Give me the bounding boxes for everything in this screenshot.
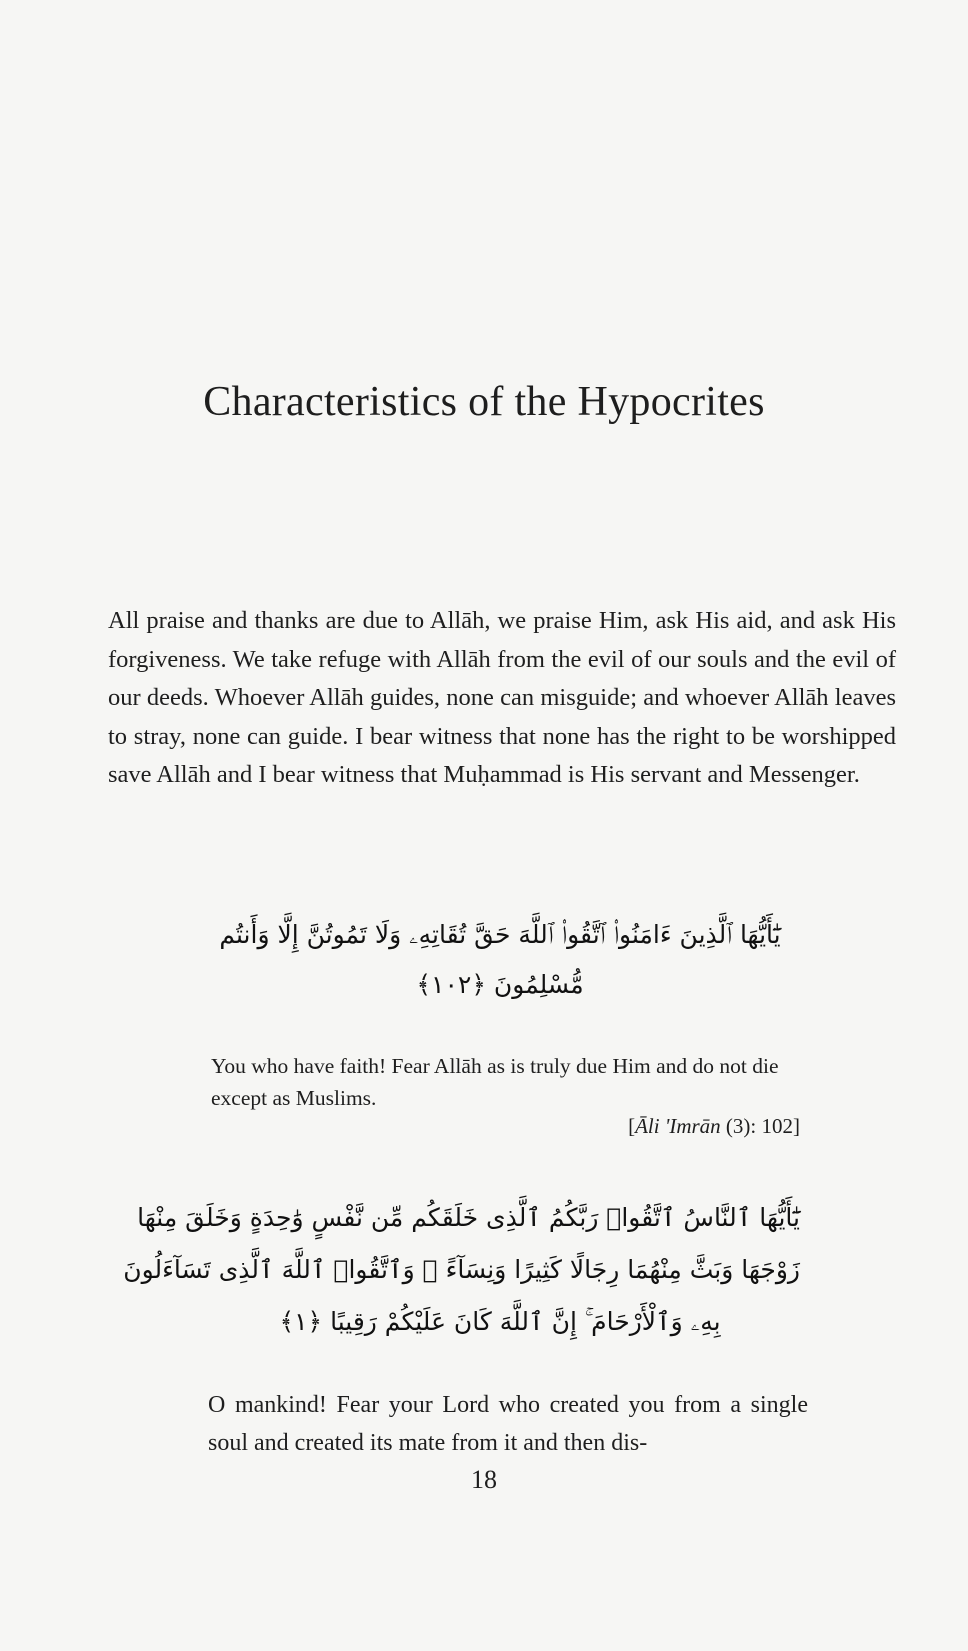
page-number: 18 [471, 1465, 497, 1494]
verse-2-translation: O mankind! Fear your Lord who created you from a single soul and created its mate from it and then dis- [208, 1392, 808, 1456]
chapter-title: Characteristics of the Hypocrites [203, 379, 765, 425]
verse-1-translation: You who have faith! Fear Allāh as is truly due Him and do not die except as Muslims. [211, 1054, 779, 1110]
citation-ref: (3): 102 [725, 1114, 793, 1138]
arabic-line: بِهِۦ وَٱلْأَرْحَامَ ۚ إِنَّ ٱللَّهَ كَانَ عَلَيْكُمْ رَقِيبًا ﴿١﴾ [279, 1307, 721, 1336]
arabic-line: مُّسْلِمُونَ ﴿١٠٢﴾ [416, 970, 584, 999]
citation-surah: Āli 'Imrān [635, 1114, 721, 1138]
arabic-line: يَٰٓأَيُّهَا ٱلَّذِينَ ءَامَنُوا۟ ٱتَّقُوا۟ ٱللَّهَ حَقَّ تُقَاتِهِۦ وَلَا تَمُوتُنَّ إِلَّا وَأَنتُم [219, 920, 781, 949]
verse-1-citation: [Āli 'Imrān (3): 102] [628, 1114, 800, 1138]
arabic-line: زَوْجَهَا وَبَثَّ مِنْهُمَا رِجَالًا كَثِيرًا وَنِسَآءً ۚ وَٱتَّقُوا۟ ٱللَّهَ ٱلَّذِى تَسَآءَلُونَ [123, 1255, 800, 1284]
arabic-verse-1 [200, 910, 800, 1010]
intro-paragraph: All praise and thanks are due to Allāh, we praise Him, ask His aid, and ask His forgiveness. We take refuge with Allāh from the evil of our souls and the evil of our deeds. Whoever Allāh guides, none can misguide; and whoever Allāh leaves to stray, none can guide. I bear witness that none has the right to be worshipped save Allāh and I bear witness that Muḥammad is His servant and Messenger. [108, 607, 896, 788]
arabic-line: يَٰٓأَيُّهَا ٱلنَّاسُ ٱتَّقُوا۟ رَبَّكُمُ ٱلَّذِى خَلَقَكُم مِّن نَّفْسٍ وَٰحِدَةٍ وَخَلَقَ مِنْهَا [137, 1203, 800, 1232]
arabic-verse-2 [123, 1192, 800, 1348]
